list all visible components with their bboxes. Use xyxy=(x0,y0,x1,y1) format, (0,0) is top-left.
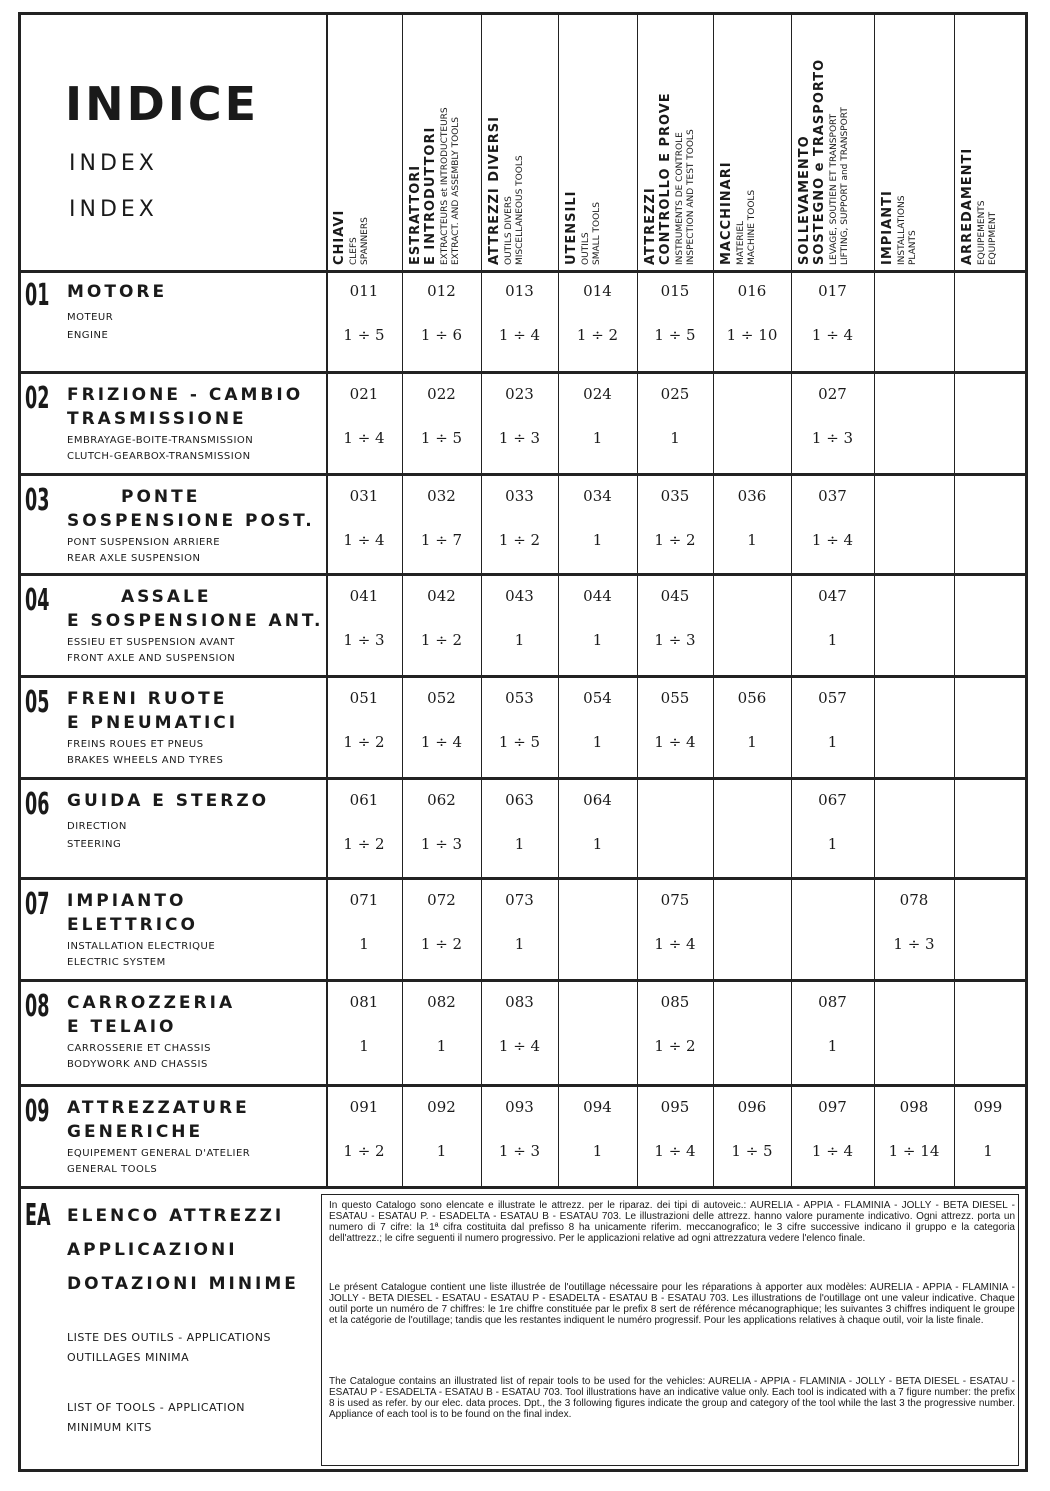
group-code: 067 xyxy=(818,791,847,809)
progressive-range: 1 ÷ 3 xyxy=(420,835,463,853)
row-divider xyxy=(21,777,1025,780)
group-code: 094 xyxy=(583,1098,612,1116)
section-subtitle-en: REAR AXLE SUSPENSION xyxy=(67,553,201,564)
column-header xyxy=(326,21,402,267)
section-subtitle-en: BRAKES WHEELS AND TYRES xyxy=(67,755,224,766)
page-subtitle-en: INDEX xyxy=(69,197,158,222)
progressive-range: 1 xyxy=(359,935,369,953)
section-title-2: TRASMISSIONE xyxy=(67,409,247,429)
progressive-range: 1 ÷ 4 xyxy=(811,1142,854,1160)
section-number: 07 xyxy=(25,887,50,922)
group-code: 013 xyxy=(505,282,534,300)
ea-subtitle: LISTE DES OUTILS - APPLICATIONS xyxy=(67,1331,272,1344)
ea-paragraph: Le présent Catalogue contient une liste illustrée de l'outillage nécessaire pour les réparations à apporter aux modèles: AURELIA - APPIA - FLAMINIA - JOLLY - BETA DIESEL - ESATAU - ESATAU P - ESADELTA - ESATAU B - ESATAU 703. Les illustrations de l'outillage ont une valeur indicative. Chaque outil porte un numéro de 7 chiffres: le 1re chiffre constituée par le prefix 8 sert de référence mécanographique; les suivantes 3 chiffres indiquent le groupe et la catégorie de l'outillage; tandis que les restantes indiquent le numéro progressif. Pour les applications relatives à chaque outil, voir la liste finale. xyxy=(329,1282,1015,1326)
group-code: 045 xyxy=(660,587,690,605)
section-title-2: E SOSPENSIONE ANT. xyxy=(67,611,324,631)
group-code: 099 xyxy=(973,1098,1003,1116)
progressive-range: 1 ÷ 2 xyxy=(343,733,385,751)
progressive-range: 1 ÷ 4 xyxy=(343,429,385,447)
column-header-text xyxy=(719,25,757,265)
progressive-range: 1 xyxy=(592,835,603,853)
section-number: 09 xyxy=(25,1094,50,1129)
group-code: 017 xyxy=(818,282,847,300)
column-label-2: SOSTEGNO e TRASPORTO xyxy=(812,58,827,265)
section-number: 04 xyxy=(25,583,50,618)
ea-title: DOTAZIONI MINIME xyxy=(67,1274,299,1294)
progressive-range: 1 ÷ 7 xyxy=(420,531,463,549)
section-subtitle-en: ELECTRIC SYSTEM xyxy=(67,957,166,968)
progressive-range: 1 xyxy=(827,631,838,649)
section-subtitle-fr: MOTEUR xyxy=(67,312,114,323)
page-subtitle-fr: INDEX xyxy=(69,151,158,176)
group-code: 027 xyxy=(818,385,847,403)
progressive-range: 1 ÷ 4 xyxy=(811,326,854,344)
column-label: ESTRATTORI xyxy=(408,164,423,265)
progressive-range: 1 xyxy=(747,531,757,549)
group-code: 053 xyxy=(505,689,534,707)
column-header-text xyxy=(880,25,918,265)
group-code: 047 xyxy=(818,587,847,605)
group-code: 098 xyxy=(899,1098,929,1116)
row-divider xyxy=(21,1186,1025,1189)
section-number: EA xyxy=(25,1198,51,1233)
group-code: 031 xyxy=(349,487,379,505)
progressive-range: 1 xyxy=(514,935,525,953)
column-label-fr: INSTRUMENTS DE CONTROLE xyxy=(675,132,685,265)
group-code: 051 xyxy=(349,689,379,707)
progressive-range: 1 xyxy=(592,429,603,447)
column-header xyxy=(791,21,874,267)
group-code: 054 xyxy=(583,689,612,707)
group-code: 072 xyxy=(427,891,456,909)
column-header-text xyxy=(797,25,850,265)
column-label-en: PLANTS xyxy=(908,230,918,265)
group-code: 033 xyxy=(505,487,534,505)
progressive-range: 1 ÷ 2 xyxy=(343,1142,385,1160)
group-code: 062 xyxy=(427,791,456,809)
progressive-range: 1 ÷ 2 xyxy=(420,631,463,649)
row-divider xyxy=(21,1084,1025,1087)
group-code: 037 xyxy=(818,487,847,505)
progressive-range: 1 ÷ 5 xyxy=(654,326,696,344)
column-header-text xyxy=(564,25,602,265)
section-number: 08 xyxy=(25,989,50,1024)
section-subtitle-en: FRONT AXLE AND SUSPENSION xyxy=(67,653,236,664)
column-label-en: MISCELLANEOUS TOOLS xyxy=(515,155,525,265)
group-code: 097 xyxy=(818,1098,847,1116)
column-header xyxy=(954,21,1022,267)
column-label-en: SPANNERS xyxy=(360,217,370,265)
group-code: 011 xyxy=(349,282,379,300)
ea-subtitle: LIST OF TOOLS - APPLICATION xyxy=(67,1401,246,1414)
group-code: 032 xyxy=(427,487,456,505)
progressive-range: 1 xyxy=(436,1142,447,1160)
column-header-text xyxy=(487,25,525,265)
group-code: 016 xyxy=(737,282,767,300)
progressive-range: 1 xyxy=(359,1037,369,1055)
progressive-range: 1 ÷ 2 xyxy=(576,326,619,344)
group-code: 044 xyxy=(583,587,612,605)
section-title: ATTREZZATURE xyxy=(67,1098,250,1118)
group-code: 052 xyxy=(427,689,456,707)
column-header xyxy=(558,21,637,267)
group-code: 024 xyxy=(583,385,612,403)
section-title: MOTORE xyxy=(67,282,168,302)
section-title: FRIZIONE - CAMBIO xyxy=(67,385,304,405)
progressive-range: 1 ÷ 5 xyxy=(343,326,385,344)
ea-paragraph: In questo Catalogo sono elencate e illustrate le attrezz. per le riparaz. dei tipi di autoveic.: AURELIA - APPIA - FLAMINIA - JOLLY - BETA DIESEL - ESATAU - ESATAU P. - ESADELTA - ESATAU B - ESATAU 703. Le illustrazioni delle attrezz. hanno valore puramente indicativo. Ogni attrezz. porta un numero di 7 cifre: la 1ª cifra costituita dal prefisso 8 ha unicamente riferim. meccanografico; le 3 cifre successive indicano il gruppo e la categoria dell'attrezz.; le cifre seguenti il numero progressivo. Per le applicazioni relative ad ogni attrezzatura vedere l'elenco finale. xyxy=(329,1200,1015,1244)
group-code: 042 xyxy=(427,587,456,605)
column-label-fr: INSTALLATIONS xyxy=(897,195,907,265)
group-code: 081 xyxy=(349,993,379,1011)
section-subtitle-fr: PONT SUSPENSION ARRIERE xyxy=(67,537,221,548)
section-number: 05 xyxy=(25,685,50,720)
column-header xyxy=(402,21,481,267)
section-subtitle-fr: ESSIEU ET SUSPENSION AVANT xyxy=(67,637,235,648)
group-code: 091 xyxy=(349,1098,379,1116)
progressive-range: 1 xyxy=(514,631,525,649)
group-code: 014 xyxy=(583,282,612,300)
section-title: PONTE xyxy=(121,487,201,507)
group-code: 025 xyxy=(660,385,690,403)
section-title: CARROZZERIA xyxy=(67,993,236,1013)
progressive-range: 1 ÷ 4 xyxy=(654,1142,696,1160)
column-label-fr: MATERIEL xyxy=(736,220,746,265)
group-code: 023 xyxy=(505,385,534,403)
group-code: 064 xyxy=(583,791,612,809)
group-code: 073 xyxy=(505,891,534,909)
column-label-en: EQUIPMENT xyxy=(988,211,998,265)
progressive-range: 1 xyxy=(747,733,757,751)
progressive-range: 1 xyxy=(827,835,838,853)
progressive-range: 1 ÷ 5 xyxy=(498,733,541,751)
group-code: 041 xyxy=(349,587,379,605)
row-divider xyxy=(21,573,1025,576)
section-title: IMPIANTO xyxy=(67,891,187,911)
column-label: ATTREZZI DIVERSI xyxy=(487,116,502,265)
ea-title: ELENCO ATTREZZI xyxy=(67,1206,285,1226)
progressive-range: 1 ÷ 2 xyxy=(654,1037,696,1055)
column-header-text xyxy=(332,25,370,265)
group-code: 061 xyxy=(349,791,379,809)
progressive-range: 1 ÷ 4 xyxy=(654,935,696,953)
ea-title: APPLICAZIONI xyxy=(67,1240,238,1260)
group-code: 015 xyxy=(660,282,690,300)
progressive-range: 1 ÷ 4 xyxy=(498,1037,541,1055)
progressive-range: 1 xyxy=(827,1037,838,1055)
column-label-en: INSPECTION AND TEST TOOLS xyxy=(686,129,696,265)
column-header xyxy=(637,21,713,267)
progressive-range: 1 ÷ 4 xyxy=(498,326,541,344)
page-title: INDICE xyxy=(65,77,260,131)
section-number: 06 xyxy=(25,787,50,822)
progressive-range: 1 ÷ 3 xyxy=(654,631,696,649)
progressive-range: 1 ÷ 10 xyxy=(726,326,778,344)
column-label: ARREDAMENTI xyxy=(960,147,975,265)
section-subtitle-en: BODYWORK AND CHASSIS xyxy=(67,1059,208,1070)
progressive-range: 1 ÷ 5 xyxy=(731,1142,773,1160)
section-title-2: E TELAIO xyxy=(67,1017,177,1037)
progressive-range: 1 xyxy=(670,429,680,447)
column-header xyxy=(874,21,954,267)
progressive-range: 1 ÷ 3 xyxy=(811,429,854,447)
group-code: 092 xyxy=(427,1098,456,1116)
section-number: 01 xyxy=(25,278,50,313)
group-code: 034 xyxy=(583,487,612,505)
section-number: 02 xyxy=(25,381,50,416)
column-label-en: SMALL TOOLS xyxy=(592,202,602,265)
group-code: 095 xyxy=(660,1098,690,1116)
section-subtitle-en: CLUTCH-GEARBOX-TRANSMISSION xyxy=(67,451,251,462)
index-sheet xyxy=(18,12,1028,1472)
progressive-range: 1 xyxy=(592,631,603,649)
group-code: 036 xyxy=(737,487,767,505)
column-header-text xyxy=(643,25,696,265)
section-title-2: ELETTRICO xyxy=(67,915,198,935)
group-code: 021 xyxy=(349,385,379,403)
group-code: 056 xyxy=(737,689,767,707)
row-divider xyxy=(21,371,1025,374)
progressive-range: 1 xyxy=(827,733,838,751)
section-number: 03 xyxy=(25,483,50,518)
section-title-2: SOSPENSIONE POST. xyxy=(67,511,315,531)
progressive-range: 1 ÷ 4 xyxy=(654,733,696,751)
progressive-range: 1 xyxy=(436,1037,447,1055)
group-code: 071 xyxy=(349,891,379,909)
row-divider xyxy=(21,877,1025,880)
progressive-range: 1 ÷ 6 xyxy=(420,326,463,344)
section-subtitle-fr: FREINS ROUES ET PNEUS xyxy=(67,739,204,750)
column-label: MACCHINARI xyxy=(719,161,734,265)
progressive-range: 1 ÷ 3 xyxy=(498,1142,541,1160)
ea-subtitle: OUTILLAGES MINIMA xyxy=(67,1351,190,1364)
group-code: 093 xyxy=(505,1098,534,1116)
column-label-fr: EXTRACTEURS et INTRODUCTEURS xyxy=(440,107,450,265)
section-subtitle-fr: CARROSSERIE ET CHASSIS xyxy=(67,1043,211,1054)
group-code: 096 xyxy=(737,1098,767,1116)
column-label: SOLLEVAMENTO xyxy=(797,135,812,265)
ea-subtitle: MINIMUM KITS xyxy=(67,1421,152,1434)
ea-paragraph: The Catalogue contains an illustrated list of repair tools to be used for the vehicles: AURELIA - APPIA - FLAMINIA - JOLLY - BETA DIESEL - ESATAU - ESATAU P - ESADELTA - ESATAU B - ESATAU 703. Tool illustrations have an indicative value only. Each tool is indicated with a 7 figure number: the prefix 8 is used as refer. by our elec. data proces. Dpt., the 3 following figures indicate the group and category of the tool while the last 3 the progressive number. Appliance of each tool is to be found on the final index. xyxy=(329,1376,1015,1420)
section-title: ASSALE xyxy=(121,587,212,607)
progressive-range: 1 ÷ 5 xyxy=(420,429,463,447)
section-title: FRENI RUOTE xyxy=(67,689,228,709)
group-code: 055 xyxy=(660,689,690,707)
column-header xyxy=(481,21,558,267)
progressive-range: 1 ÷ 4 xyxy=(420,733,463,751)
column-label-fr: OUTILS DIVERS xyxy=(504,196,514,265)
group-code: 035 xyxy=(660,487,690,505)
progressive-range: 1 ÷ 4 xyxy=(343,531,385,549)
group-code: 012 xyxy=(427,282,456,300)
progressive-range: 1 xyxy=(514,835,525,853)
group-code: 075 xyxy=(660,891,690,909)
section-title: GUIDA E STERZO xyxy=(67,791,270,811)
progressive-range: 1 ÷ 3 xyxy=(343,631,385,649)
column-label: ATTREZZI xyxy=(643,187,658,265)
section-subtitle-en: STEERING xyxy=(67,839,122,850)
column-label: IMPIANTI xyxy=(880,190,895,265)
column-header-text xyxy=(960,25,998,265)
column-label: UTENSILI xyxy=(564,190,579,265)
section-subtitle-en: ENGINE xyxy=(67,330,109,341)
column-label-en: MACHINE TOOLS xyxy=(747,189,757,265)
column-label-en: EXTRACT. AND ASSEMBLY TOOLS xyxy=(451,117,461,265)
column-label: CHIAVI xyxy=(332,209,347,265)
column-label-fr: EQUIPEMENTS xyxy=(977,200,987,265)
progressive-range: 1 xyxy=(592,733,603,751)
progressive-range: 1 ÷ 4 xyxy=(811,531,854,549)
section-subtitle-fr: INSTALLATION ELECTRIQUE xyxy=(67,941,216,952)
section-title-2: E PNEUMATICI xyxy=(67,713,239,733)
column-label-fr: LEVAGE, SOUTIEN ET TRANSPORT xyxy=(829,113,839,265)
group-code: 043 xyxy=(505,587,534,605)
group-code: 083 xyxy=(505,993,534,1011)
progressive-range: 1 xyxy=(983,1142,993,1160)
row-divider xyxy=(21,473,1025,476)
column-header-text xyxy=(408,25,461,265)
column-label-2: CONTROLLO E PROVE xyxy=(658,92,673,265)
progressive-range: 1 ÷ 2 xyxy=(420,935,463,953)
column-label-fr: CLEFS xyxy=(349,237,359,265)
row-divider xyxy=(21,979,1025,982)
column-label-2: E INTRODUTTORI xyxy=(423,126,438,265)
group-code: 063 xyxy=(505,791,534,809)
progressive-range: 1 ÷ 2 xyxy=(654,531,696,549)
section-subtitle-fr: EMBRAYAGE-BOITE-TRANSMISSION xyxy=(67,435,254,446)
section-subtitle-fr: EQUIPEMENT GENERAL D'ATELIER xyxy=(67,1148,251,1159)
group-code: 022 xyxy=(427,385,456,403)
progressive-range: 1 ÷ 3 xyxy=(498,429,541,447)
progressive-range: 1 ÷ 2 xyxy=(343,835,385,853)
progressive-range: 1 ÷ 3 xyxy=(893,935,935,953)
progressive-range: 1 xyxy=(592,531,603,549)
row-divider xyxy=(21,675,1025,678)
group-code: 057 xyxy=(818,689,847,707)
progressive-range: 1 ÷ 2 xyxy=(498,531,541,549)
progressive-range: 1 ÷ 14 xyxy=(888,1142,940,1160)
column-label-en: LIFTING, SUPPORT and TRANSPORT xyxy=(840,107,850,265)
section-title-2: GENERICHE xyxy=(67,1122,204,1142)
group-code: 085 xyxy=(660,993,690,1011)
progressive-range: 1 xyxy=(592,1142,603,1160)
column-label-fr: OUTILS xyxy=(581,232,591,265)
column-header xyxy=(713,21,791,267)
section-subtitle-fr: DIRECTION xyxy=(67,821,127,832)
section-subtitle-en: GENERAL TOOLS xyxy=(67,1164,158,1175)
group-code: 078 xyxy=(899,891,929,909)
group-code: 082 xyxy=(427,993,456,1011)
group-code: 087 xyxy=(818,993,847,1011)
